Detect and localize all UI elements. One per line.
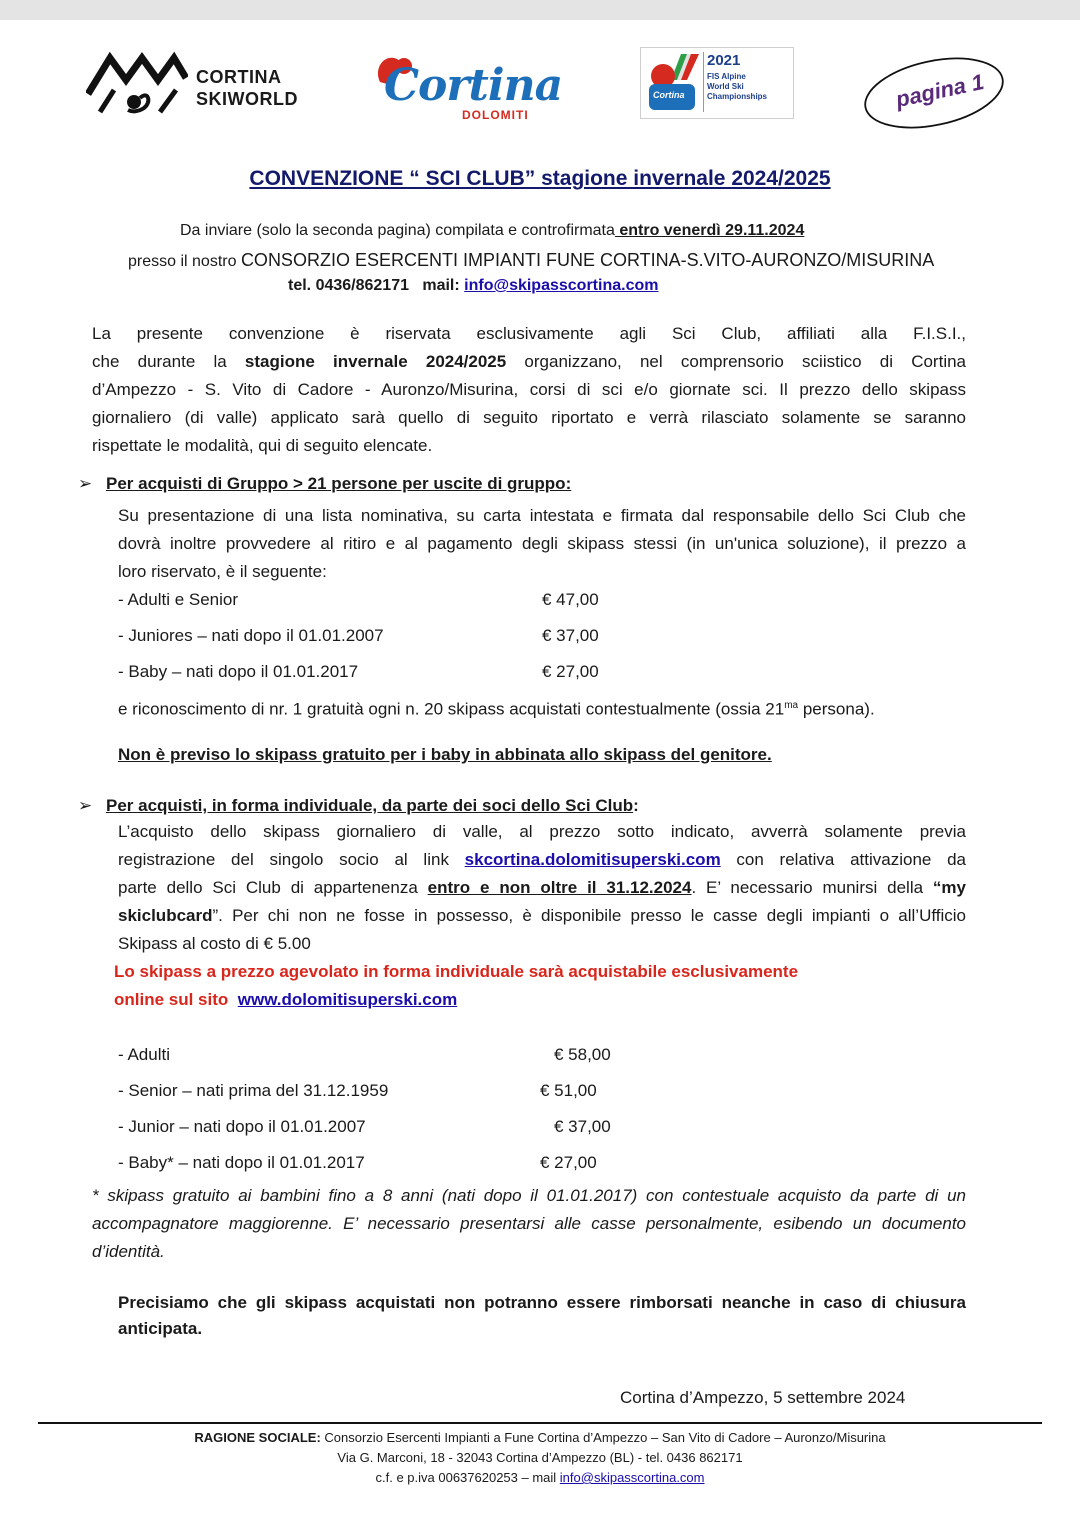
group-price-row [118,582,718,618]
group-line: loro riservato, è il seguente: [118,562,327,581]
price-value: € 27,00 [540,1153,597,1172]
price-label: - Adulti e Senior [118,590,239,609]
price-label: - Adulti [118,1045,170,1064]
fis-championships-logo [640,47,794,119]
group-price-list [118,582,718,690]
group-free-pass: e riconoscimento di nr. 1 gratuità ogni n. 20 skipass acquistati contestualmente (ossia $21^{ma}$ persona). [118,699,875,719]
individual-heading: ➢ Per acquisti, in forma individuale, da parte dei soci dello Sci Club: [78,796,639,815]
arrow-bullet-icon: ➢ [78,474,93,493]
skiworld-line1: CORTINA [196,67,282,87]
price-label: - Junior – nati dopo il 01.01.2007 [118,1117,366,1136]
send-instructions: Da inviare (solo la seconda pagina) compilata e controfirmata [180,222,615,239]
footnote-line: * skipass gratuito ai bambini fino a 8 anni (nati dopo il 01.01.2017) con contestuale acquisto da parte di un [92,1186,966,1205]
refund-line: anticipata. [118,1319,203,1338]
individual-heading-text: Per acquisti, in forma individuale, da parte dei soci dello Sci Club [106,796,634,815]
price-label: - Senior – nati prima del 31.12.1959 [118,1081,389,1100]
group-heading-text: Per acquisti di Gruppo > 21 persone per uscite di gruppo: [106,474,572,493]
mail-label: mail: [422,277,465,294]
group-line: dovrà inoltre provvedere al ritiro e al pagamento degli skipass stessi (in un'unica soluzione), il prezzo a [118,534,966,553]
intro-line: rispettate le modalità, qui di seguito elencate. [92,436,433,455]
price-value: € 37,00 [542,626,599,645]
deadline-text: entro venerdì 29.11.2024 [614,222,805,239]
intro-line: La presente convenzione è riservata esclusivamente agli Sci Club, affiliati alla F.I.S.I., [92,324,966,343]
online-notice-line: online sul sito www.dolomitisuperski.com [114,990,458,1009]
footnote-line: d’identità. [92,1242,165,1261]
footer-line-1 [0,1428,1080,1448]
individual-line: parte dello Sci Club di appartenenza entro e non oltre il 31.12.2024. E’ necessario munirsi della “my [118,878,966,897]
individual-price-list [118,1037,718,1181]
refund-line: Precisiamo che gli skipass acquistati non potranno essere rimborsati neanche in caso di chiusura [118,1293,966,1312]
group-heading [78,474,571,494]
footer-label: RAGIONE SOCIALE: [194,1430,321,1445]
footer-divider [38,1422,1042,1424]
price-label: - Juniores – nati dopo il 01.01.2007 [118,626,384,645]
send-line-1 [180,217,804,245]
send-presso: presso il nostro [128,253,241,270]
individual-line: registrazione del singolo socio al link skcortina.dolomitisuperski.com con relativa attivazione da [118,850,966,869]
intro-line: giornaliero (di valle) applicato sarà quello di seguito riportato e verrà rilasciato solamente se saranno [92,408,966,427]
wc-line2: World Ski [707,82,744,91]
price-value: € 37,00 [554,1117,611,1136]
cortina-dolomiti-logo [372,50,562,130]
online-notice-line: Lo skipass a prezzo agevolato in forma individuale sarà acquistabile esclusivamente [114,962,799,981]
group-price-row [118,654,718,690]
dolomiti-text: DOLOMITI [462,108,529,122]
individual-price-row [118,1037,718,1073]
consortium-name: CONSORZIO ESERCENTI IMPIANTI FUNE CORTINA-S.VITO-AURONZO/MISURINA [240,250,935,270]
wc-emblem-icon [643,50,703,114]
price-value: € 47,00 [542,590,599,609]
footer-email-link[interactable]: info@skipasscortina.com [559,1470,705,1485]
footer-company: Consorzio Esercenti Impianti a Fune Cortina d’Ampezzo – San Vito di Cadore – Auronzo/Misurina [320,1430,886,1445]
contact-line [288,272,658,300]
footer-line-2: Via G. Marconi, 18 - 32043 Cortina d’Ampezzo (BL) - tel. 0436 862171 [337,1450,743,1465]
price-value: € 27,00 [542,662,599,681]
footer-line-3 [0,1468,1080,1488]
wc-line1: FIS Alpine [707,72,746,81]
skcortina-link[interactable]: skcortina.dolomitisuperski.com [464,850,721,869]
online-only-notice [114,958,798,1014]
intro-line: d’Ampezzo - S. Vito di Cadore - Auronzo/Misurina, corsi di sci e/o giornate sci. Il prezzo dello skipass [92,380,966,399]
arrow-bullet-icon: ➢ [78,796,93,815]
footer-tax-id: c.f. e p.iva 00637620253 – mail [375,1470,560,1485]
page-badge-text: pagina 1 [893,69,987,113]
individual-line: Skipass al costo di € 5.00 [118,934,311,953]
individual-paragraph [118,818,966,958]
mountains-squirrel-icon [86,50,188,122]
price-value: € 51,00 [540,1081,597,1100]
individual-line: L’acquisto dello skipass giornaliero di valle, al prezzo sotto indicato, avverrà solamente previa [118,822,966,841]
cortina-skiworld-logo [86,50,336,122]
individual-line: skiclubcard”. Per chi non ne fosse in possesso, è disponibile presso le casse degli impianti o all’Ufficio [118,906,966,925]
group-price-row [118,618,718,654]
wc-line3: Championships [707,92,768,101]
intro-paragraph [92,320,966,460]
baby-footnote [92,1182,966,1266]
individual-price-row [118,1109,718,1145]
wc-mini-text: Cortina [653,90,685,100]
telephone: tel. 0436/862171 [288,277,409,294]
group-baby-note: Non è previso lo skipass gratuito per i baby in abbinata allo skipass del genitore. [118,745,772,764]
intro-line: che durante la stagione invernale 2024/2025 organizzano, nel comprensorio sciistico di Cortina [92,352,967,371]
top-bar [0,0,1080,20]
document-title [0,167,1080,191]
refund-note [118,1290,966,1342]
skiworld-line2: SKIWORLD [196,89,298,109]
document-date: Cortina d’Ampezzo, 5 settembre 2024 [620,1388,906,1407]
title-text: CONVENZIONE “ SCI CLUB” stagione invernale 2024/2025 [249,167,831,190]
price-value: € 58,00 [554,1045,611,1064]
group-line: Su presentazione di una lista nominativa, su carta intestata e firmata dal responsabile dello Sci Club che [118,506,966,525]
footnote-line: accompagnatore maggiorenne. E’ necessario presentarsi alle casse personalmente, esibendo un documento [92,1214,966,1233]
email-link[interactable]: info@skipasscortina.com [464,277,659,294]
individual-price-row [118,1145,718,1181]
price-label: - Baby* – nati dopo il 01.01.2017 [118,1153,365,1172]
individual-price-row [118,1073,718,1109]
dolomitisuperski-link[interactable]: www.dolomitisuperski.com [237,990,458,1009]
price-label: - Baby – nati dopo il 01.01.2017 [118,662,359,681]
page-badge [862,56,1006,130]
group-paragraph [118,502,966,586]
wc-year: 2021 [707,52,741,69]
cortina-script-text: Cortina [384,60,563,111]
